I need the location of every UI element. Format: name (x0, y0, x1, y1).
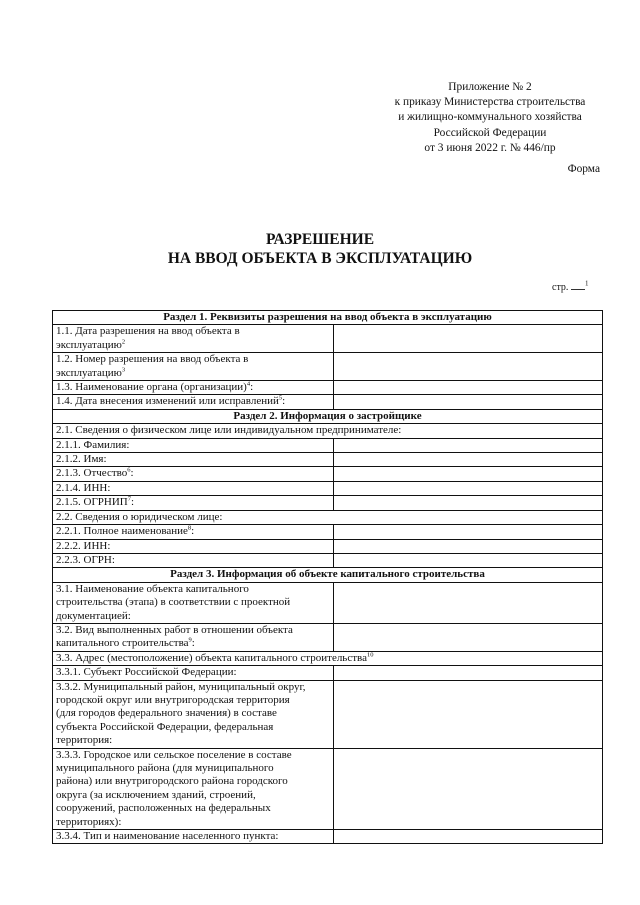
field-label (53, 353, 334, 381)
field-label (53, 395, 334, 409)
appendix-number: Приложение № 2 (448, 81, 532, 93)
field-label-line: 2.1.1. Фамилия: (56, 438, 130, 451)
field-label-line: 3.3.3. Городское или сельское поселение в составе (56, 748, 292, 761)
footnote-marker: 8 (187, 524, 192, 532)
field-label-line: района) или внутригородского района городского (56, 775, 288, 788)
permit-form-table (52, 310, 603, 844)
field-value-cell[interactable] (334, 353, 603, 381)
footnote-marker: 4 (246, 380, 251, 388)
field-value-cell[interactable] (334, 381, 603, 395)
field-value-cell[interactable] (334, 830, 603, 844)
order-country-line: Российской Федерации (433, 126, 547, 139)
field-label-line: сооружений, расположенных на федеральных (56, 802, 271, 815)
form-row (53, 395, 603, 409)
form-row (53, 525, 603, 539)
field-label (53, 496, 334, 510)
section-heading-row (53, 311, 603, 325)
field-label-line: округа (за исключением зданий, строений, (56, 788, 256, 801)
field-label-line: муниципального района (для муниципального (56, 762, 274, 774)
field-label-line: 2.2.2. ИНН: (56, 539, 111, 552)
section-heading: Раздел 3. Информация об объекте капитального строительства (53, 568, 603, 582)
field-value-cell[interactable] (334, 496, 603, 510)
field-label (53, 748, 334, 829)
field-label-line: субъекта Российской Федерации, федеральная (56, 720, 274, 733)
form-row (53, 325, 603, 353)
field-value-cell[interactable] (334, 666, 603, 680)
field-label (53, 830, 334, 844)
footnote-marker: 2 (121, 338, 126, 346)
field-value-cell[interactable] (334, 438, 603, 452)
section-heading: Раздел 1. Реквизиты разрешения на ввод объекта в эксплуатацию (53, 311, 603, 325)
document-subtitle: НА ВВОД ОБЪЕКТА В ЭКСПЛУАТАЦИЮ (167, 250, 473, 267)
field-label (53, 467, 334, 481)
form-row (53, 453, 603, 467)
field-label-line: 1.3. Наименование органа (организации) (56, 381, 247, 394)
form-row (53, 623, 603, 651)
page-number-blank (571, 280, 585, 290)
field-label-line: 1.1. Дата разрешения на ввод объекта в (56, 325, 240, 338)
field-label (53, 481, 334, 495)
field-value-cell[interactable] (334, 623, 603, 651)
field-label-line: 2.2. Сведения о юридическом лице: (56, 510, 223, 523)
form-row (53, 680, 603, 748)
field-label (53, 438, 334, 452)
field-label-line: эксплуатацию (56, 366, 122, 379)
page-number-label (552, 280, 588, 293)
field-label-line: 3.3.2. Муниципальный район, муниципальный округ, (56, 680, 306, 693)
form-row (53, 438, 603, 452)
footnote-marker: 10 (366, 651, 374, 659)
field-label (53, 553, 334, 567)
field-label-line: 3.3. Адрес (местоположение) объекта капитального строительства (56, 651, 367, 664)
form-row (53, 539, 603, 553)
label-suffix: : (282, 395, 286, 408)
footnote-marker: 5 (278, 394, 283, 402)
field-value-cell[interactable] (334, 553, 603, 567)
field-label (53, 623, 334, 651)
form-row (53, 510, 603, 524)
field-label-line: эксплуатацию (56, 338, 122, 351)
footnote-marker: 7 (127, 495, 132, 503)
field-label-line: строительства (этапа) в соответствии с проектной (56, 596, 291, 609)
field-label-line: территориях): (56, 815, 122, 828)
label-suffix: : (130, 467, 134, 480)
order-reference-block (372, 80, 608, 156)
field-value-cell[interactable] (334, 525, 603, 539)
field-label (53, 325, 334, 353)
field-value-cell[interactable] (334, 453, 603, 467)
field-label-line: 2.1. Сведения о физическом лице или индивидуальном предпринимателе: (56, 424, 402, 437)
field-value-cell[interactable] (334, 467, 603, 481)
field-label-line: (для городов федерального значения) в составе (56, 707, 277, 720)
field-value-cell[interactable] (334, 481, 603, 495)
field-label (53, 666, 334, 680)
document-title: РАЗРЕШЕНИЕ (265, 231, 375, 248)
field-label (53, 424, 603, 438)
field-value-cell[interactable] (334, 582, 603, 623)
field-label-line: 1.2. Номер разрешения на ввод объекта в (56, 353, 249, 366)
label-suffix: : (191, 637, 195, 650)
section-heading: Раздел 2. Информация о застройщике (53, 409, 603, 423)
field-value-cell[interactable] (334, 539, 603, 553)
field-label (53, 525, 334, 539)
field-label-line: территория: (56, 734, 113, 747)
form-row (53, 353, 603, 381)
order-date-number: от 3 июня 2022 г. № 446/пр (424, 141, 556, 154)
label-suffix: : (131, 496, 135, 509)
footnote-marker: 6 (127, 466, 131, 474)
section-heading-row (53, 568, 603, 582)
field-label-line: 2.1.2. Имя: (56, 453, 107, 466)
page-label-text: стр. (552, 282, 569, 293)
form-row (53, 381, 603, 395)
form-row (53, 651, 603, 665)
footnote-marker: 3 (121, 365, 126, 373)
field-label-line: 3.3.4. Тип и наименование населенного пункта: (56, 830, 279, 843)
field-value-cell[interactable] (334, 325, 603, 353)
form-row (53, 481, 603, 495)
field-label (53, 381, 334, 395)
field-label-line: 2.2.1. Полное наименование (56, 525, 188, 538)
form-row (53, 666, 603, 680)
footnote-marker: 9 (188, 636, 192, 644)
form-row (53, 553, 603, 567)
field-label-line: документацией: (56, 609, 131, 622)
field-label-line: 3.3.1. Субъект Российской Федерации: (56, 666, 237, 679)
field-label (53, 453, 334, 467)
form-label: Форма (567, 163, 600, 175)
field-label (53, 651, 603, 665)
field-label-line: капитального строительства (56, 637, 189, 650)
field-label (53, 680, 334, 748)
field-value-cell[interactable] (334, 680, 603, 748)
form-row (53, 582, 603, 623)
form-row (53, 748, 603, 829)
form-row (53, 424, 603, 438)
order-ministry-line-2: и жилищно-коммунального хозяйства (398, 111, 582, 124)
field-label (53, 510, 603, 524)
field-label (53, 582, 334, 623)
page-label-footnote: 1 (584, 279, 589, 288)
field-label (53, 539, 334, 553)
field-label-line: 3.2. Вид выполненных работ в отношении объекта (56, 623, 293, 636)
form-row (53, 830, 603, 844)
field-label-line: городской округ или внутригородская территория (56, 693, 290, 706)
field-label-line: 2.1.3. Отчество (56, 467, 128, 480)
field-label-line: 2.2.3. ОГРН: (56, 553, 115, 566)
field-value-cell[interactable] (334, 395, 603, 409)
field-label-line: 2.1.5. ОГРНИП (56, 496, 128, 509)
label-suffix: : (191, 525, 195, 538)
field-label-line: 1.4. Дата внесения изменений или исправлений (56, 395, 279, 408)
field-label-line: 3.1. Наименование объекта капитального (56, 582, 249, 595)
field-label-line: 2.1.4. ИНН: (56, 481, 111, 494)
form-row (53, 467, 603, 481)
field-value-cell[interactable] (334, 748, 603, 829)
section-heading-row (53, 409, 603, 423)
order-ministry-line: к приказу Министерства строительства (394, 96, 586, 109)
label-suffix: : (250, 381, 254, 394)
form-row (53, 496, 603, 510)
